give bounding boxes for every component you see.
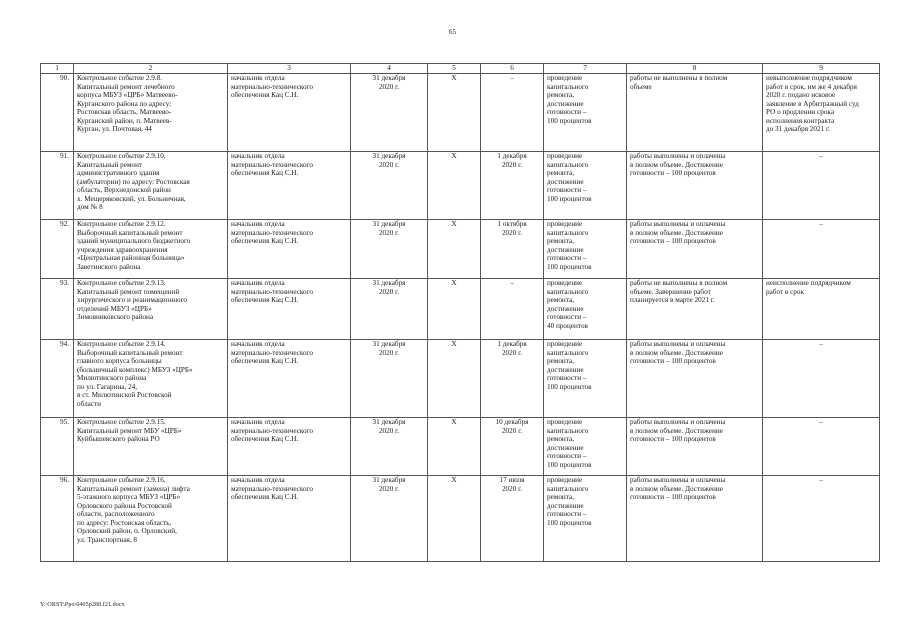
responsible-person: начальник отдела материально-технического обеспечения Кац С.Н. [228,74,351,152]
mark-cell: X [428,74,481,152]
responsible-person: начальник отдела материально-технического обеспечения Кац С.Н. [228,152,351,220]
table-row [41,152,880,220]
column-header: 7 [544,64,627,74]
planned-date: 31 декабря 2020 г. [351,476,428,562]
expected-result: проведение капитального ремонта, достижение готовности – 100 процентов [544,152,627,220]
planned-date: 31 декабря 2020 г. [351,74,428,152]
column-header: 1 [41,64,74,74]
note-text: – [763,476,880,562]
responsible-person: начальник отдела материально-технического обеспечения Кац С.Н. [228,220,351,279]
status-text: работы выполнены и оплачены в полном объеме. Достижение готовности – 100 процентов [627,418,763,476]
column-header: 3 [228,64,351,74]
column-number-row [41,64,880,74]
note-text: – [763,152,880,220]
page-number: 65 [449,28,456,36]
status-text: работы выполнены и оплачены в полном объеме. Достижение готовности – 100 процентов [627,340,763,418]
note-text: – [763,418,880,476]
actual-date: 17 июля 2020 г. [481,476,544,562]
mark-cell: X [428,418,481,476]
expected-result: проведение капитального ремонта, достижение готовности – 100 процентов [544,418,627,476]
file-path-footer: Y:\ORST\Ppo\0405p288.f21.docx [40,602,125,608]
table-row [41,340,880,418]
planned-date: 31 декабря 2020 г. [351,279,428,340]
control-event: Контрольное событие 2.9.16. Капитальный ремонт (замена) лифта 5-этажного корпуса МБУЗ «ЦРБ» Орловского района Ростовской области, расположенного по адресу: Ростовская область, Орловский район, п. Орловский, ул. Транспортная, 8 [74,476,228,562]
mark-cell: X [428,152,481,220]
planned-date: 31 декабря 2020 г. [351,340,428,418]
expected-result: проведение капитального ремонта, достижение готовности – 100 процентов [544,220,627,279]
column-header: 4 [351,64,428,74]
actual-date: 10 декабря 2020 г. [481,418,544,476]
table-row [41,476,880,562]
table-row [41,279,880,340]
actual-date: 1 октября 2020 г. [481,220,544,279]
note-text: – [763,340,880,418]
status-text: работы выполнены и оплачены в полном объеме. Достижение готовности – 100 процентов [627,220,763,279]
mark-cell: X [428,476,481,562]
row-number: 91. [41,152,74,220]
table-row [41,220,880,279]
control-event: Контрольное событие 2.9.12. Выборочный капитальный ремонт зданий муниципального бюджетного учреждения здравоохранения «Центральная районная больница» Заветинского района [74,220,228,279]
control-event: Контрольное событие 2.9.13. Капитальный ремонт помещений хирургического и реанимационного отделений МБУЗ «ЦРБ» Зимовниковского района [74,279,228,340]
note-text: – [763,220,880,279]
responsible-person: начальник отдела материально-технического обеспечения Кац С.Н. [228,418,351,476]
control-event: Контрольное событие 2.9.14. Выборочный капитальный ремонт главного корпуса больницы (больничный комплекс) МБУЗ «ЦРБ» Милютинского района по ул. Гагарина, 24, в ст. Милютинской Ростовской области [74,340,228,418]
mark-cell: X [428,279,481,340]
status-text: работы выполнены и оплачены в полном объеме. Достижение готовности – 100 процентов [627,476,763,562]
table-row [41,74,880,152]
expected-result: проведение капитального ремонта, достижение готовности – 100 процентов [544,340,627,418]
responsible-person: начальник отдела материально-технического обеспечения Кац С.Н. [228,279,351,340]
column-header: 2 [74,64,228,74]
expected-result: проведение капитального ремонта, достижение готовности – 100 процентов [544,74,627,152]
row-number: 93. [41,279,74,340]
mark-cell: X [428,220,481,279]
mark-cell: X [428,340,481,418]
actual-date: – [481,74,544,152]
planned-date: 31 декабря 2020 г. [351,152,428,220]
column-header: 8 [627,64,763,74]
row-number: 90. [41,74,74,152]
actual-date: 1 декабря 2020 г. [481,340,544,418]
report-table [40,63,880,562]
planned-date: 31 декабря 2020 г. [351,220,428,279]
row-number: 95. [41,418,74,476]
note-text: неисполнение подрядчиком работ в срок [763,279,880,340]
row-number: 96. [41,476,74,562]
status-text: работы не выполнены в полном объеме. Завершение работ планируется в марте 2021 г. [627,279,763,340]
row-number: 92. [41,220,74,279]
responsible-person: начальник отдела материально-технического обеспечения Кац С.Н. [228,476,351,562]
control-event: Контрольное событие 2.9.10. Капитальный ремонт административного здания (амбулатории) по адресу: Ростовская область, Верхнедонской район х. Мещеряковский, ул. Больничная, дом № 8 [74,152,228,220]
control-event: Контрольное событие 2.9.15. Капитальный ремонт МБУ «ЦРБ» Куйбышевского района РО [74,418,228,476]
status-text: работы выполнены и оплачены в полном объеме. Достижение готовности – 100 процентов [627,152,763,220]
column-header: 9 [763,64,880,74]
actual-date: 1 декабря 2020 г. [481,152,544,220]
column-header: 6 [481,64,544,74]
note-text: невыполнение подрядчиком работ в срок, им же 4 декабря 2020 г. подано исковое заявление в Арбитражный суд РО о продлении срока исполнения контракта до 31 декабря 2021 г. [763,74,880,152]
responsible-person: начальник отдела материально-технического обеспечения Кац С.Н. [228,340,351,418]
status-text: работы не выполнены в полном объеме [627,74,763,152]
expected-result: проведение капитального ремонта, достижение готовности – 40 процентов [544,279,627,340]
expected-result: проведение капитального ремонта, достижение готовности – 100 процентов [544,476,627,562]
actual-date: – [481,279,544,340]
row-number: 94. [41,340,74,418]
planned-date: 31 декабря 2020 г. [351,418,428,476]
table-row [41,418,880,476]
control-event: Контрольное событие 2.9.8. Капитальный ремонт лечебного корпуса МБУЗ «ЦРБ» Матвеево- Курганского района по адресу: Ростовская область, Матвеево- Курганский район, п. Матвеев- Курган, ул. Почтовая, 44 [74,74,228,152]
column-header: 5 [428,64,481,74]
